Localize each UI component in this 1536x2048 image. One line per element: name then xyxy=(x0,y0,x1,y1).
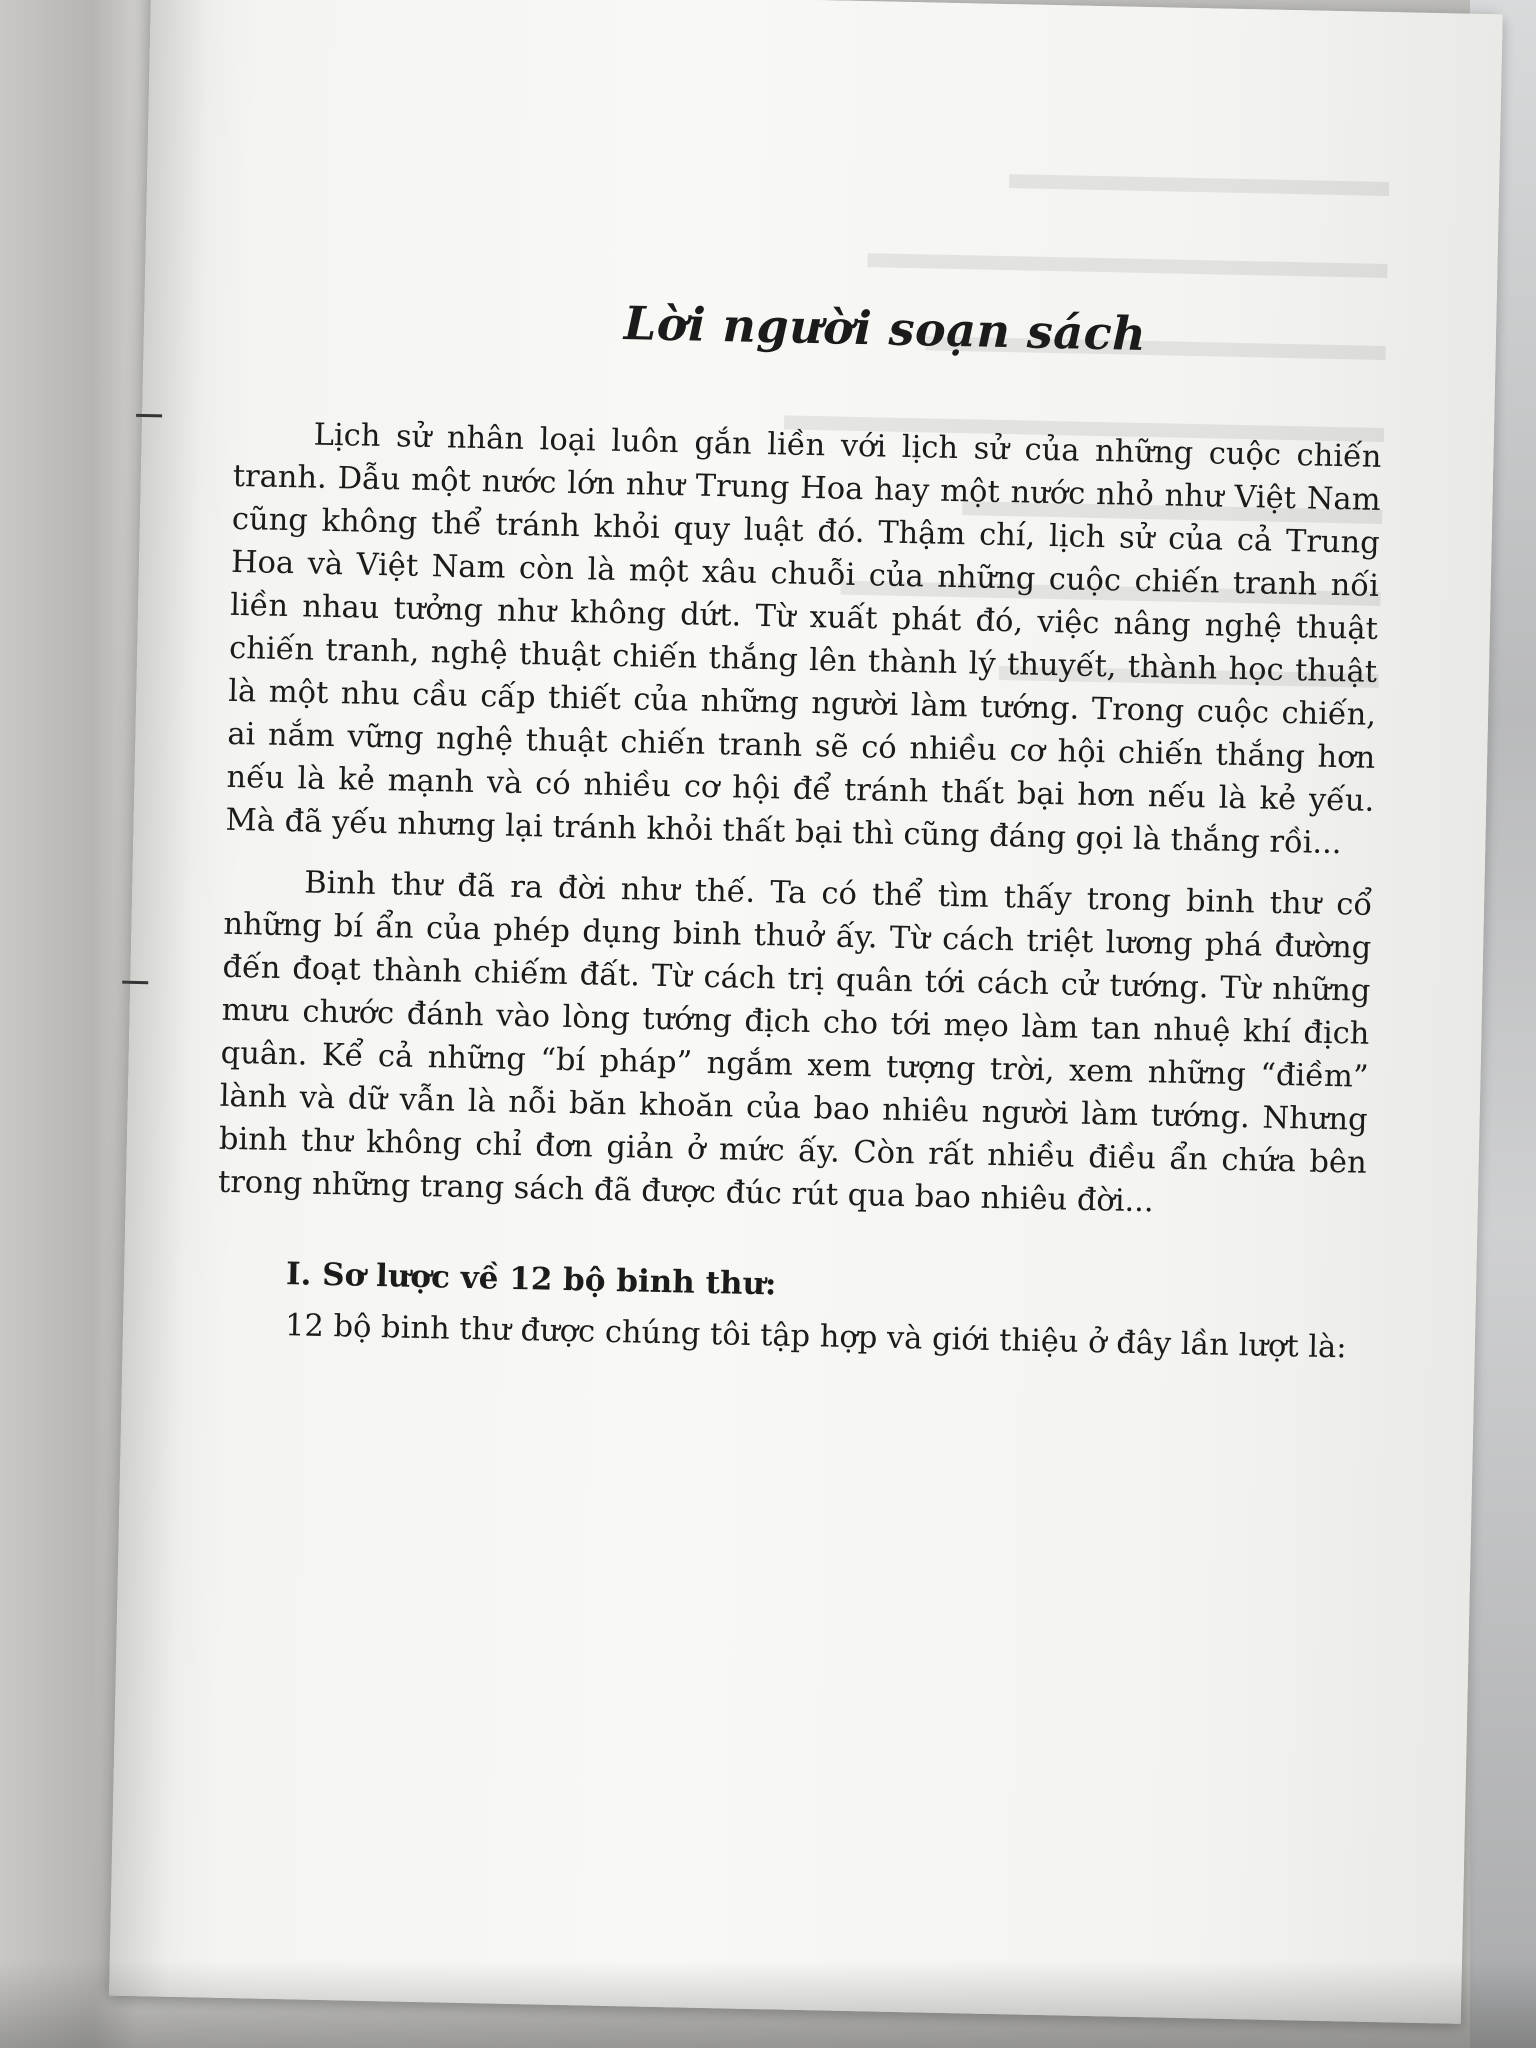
paragraph-1: Lịch sử nhân loại luôn gắn liền với lịch sử của những cuộc chiến tranh. Dẫu một nước lớn như Trung Hoa hay một nước nhỏ như Việt Nam cũng không thể tránh khỏi quy luật đó. Thậm chí, lịch sử của cả Trung Hoa và Việt Nam còn là một xâu chuỗi của những cuộc chiến tranh nối liền nhau tưởng như không dứt. Từ xuất phát đó, việc nâng nghệ thuật chiến tranh, nghệ thuật chiến thắng lên thành lý thuyết, thành học thuật là một nhu cầu cấp thiết của những người làm tướng. Trong cuộc chiến, ai nắm vững nghệ thuật chiến tranh sẽ có nhiều cơ hội chiến thắng hơn nếu là kẻ mạnh và có nhiều cơ hội để tránh thất bại hơn nếu là kẻ yếu. Mà đã yếu nhưng lại tránh khỏi thất bại thì cũng đáng gọi là thắng rồi... xyxy=(225,417,1382,862)
page-edge-notch xyxy=(122,981,148,985)
section-paragraph: 12 bộ binh thư được chúng tôi tập hợp và giới thiệu ở đây lần lượt là: xyxy=(284,1308,1347,1366)
page-edge-notch xyxy=(136,414,162,418)
page-content xyxy=(215,288,1385,1370)
section-heading: I. Sơ lược về 12 bộ binh thư: xyxy=(285,1256,777,1303)
bottom-shadow xyxy=(0,1960,1536,2048)
paragraph-2: Binh thư đã ra đời như thế. Ta có thể tìm thấy trong binh thư cổ những bí ẩn của phép dụng binh thuở ấy. Từ cách triệt lương phá đường đến đoạt thành chiếm đất. Từ cách trị quân tới cách cử tướng. Từ những mưu chước đánh vào lòng tướng địch cho tới mẹo làm tan nhuệ khí địch quân. Kể cả những “bí pháp” ngắm xem tượng trời, xem những “điềm” lành và dữ vẫn là nỗi băn khoăn của bao nhiêu người làm tướng. Nhưng binh thư không chỉ đơn giản ở mức ấy. Còn rất nhiều điều ẩn chứa bên trong những trang sách đã được đúc rút qua bao nhiêu đời... xyxy=(217,865,1373,1220)
book-page xyxy=(109,0,1503,2024)
page-title: Lời người soạn sách xyxy=(623,296,1147,361)
